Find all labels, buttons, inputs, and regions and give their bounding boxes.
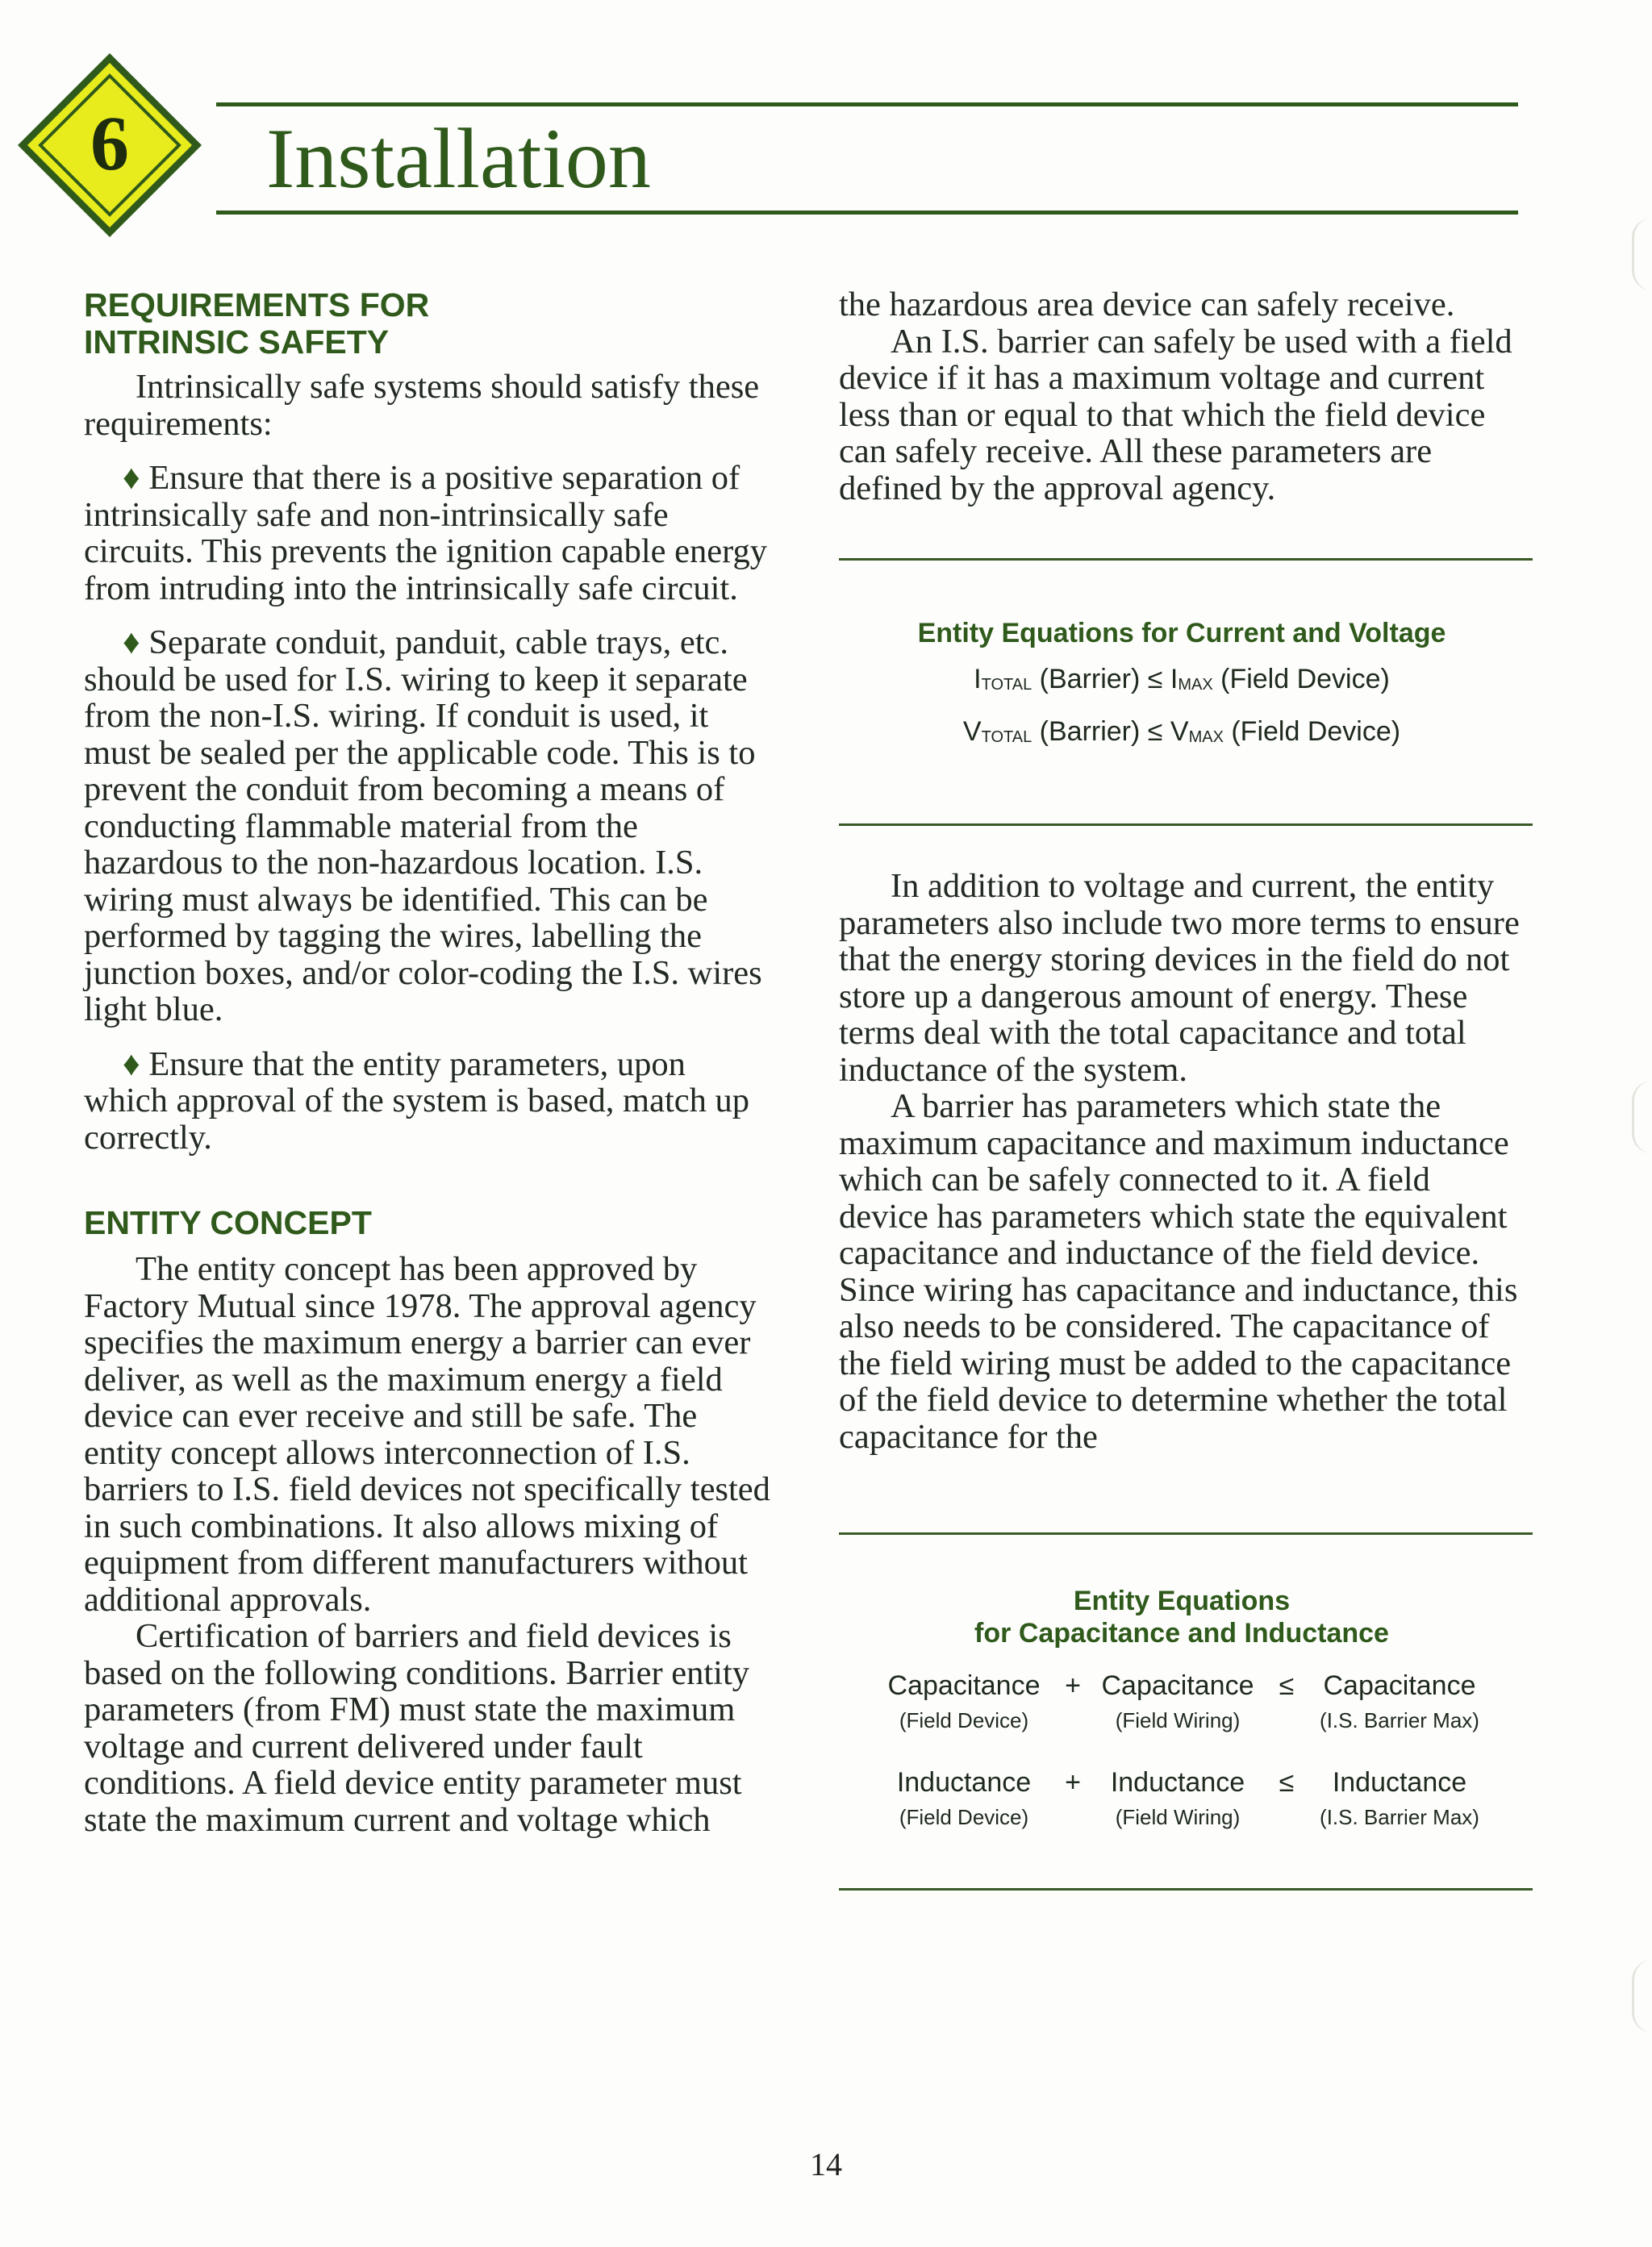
- equation-box-title-line-1: Entity Equations: [1073, 1586, 1291, 1616]
- eq-term: Inductance: [1332, 1767, 1467, 1798]
- chapter-title: Installation: [266, 111, 651, 206]
- diamond-bullet-icon: ♦: [123, 623, 140, 661]
- equation-current: [839, 656, 1525, 708]
- left-column: [84, 286, 778, 1838]
- bullet-item: [84, 460, 778, 607]
- entity-terms-paragraph: In addition to voltage and current, the entity parameters also include two more terms to ensure that the energy storing devices in the field do not store up a dangerous amount of energy. These terms deal with the total capacitance and total inductance of the system.: [839, 867, 1520, 1089]
- eq-mid: (Barrier) ≤: [1032, 664, 1170, 694]
- bullet-text: Separate conduit, panduit, cable trays, etc. should be used for I.S. wiring to keep it separate from the non-I.S. wiring. If conduit is used, it must be sealed per the applicable code. This is to prevent the conduit from becoming a means of conducting flammable material from the hazardous to the non-hazardous location. I.S. wiring must always be identified. This can be performed by tagging the wires, labelling the junction boxes, and/or color-coding the I.S. wires light blue.: [84, 623, 762, 1028]
- eq-sub: MAX: [1178, 676, 1213, 694]
- equation-box-current-voltage: [839, 561, 1525, 823]
- eq-var: I: [974, 664, 982, 694]
- eq-mid: (Barrier) ≤: [1032, 716, 1170, 747]
- eq-var: I: [1170, 664, 1179, 694]
- eq-label: (Field Device): [899, 1708, 1029, 1732]
- eq-operator: +: [1065, 1767, 1081, 1798]
- equation-voltage: [839, 708, 1525, 761]
- eq-label: (Field Device): [899, 1805, 1029, 1829]
- binder-hole-mark: [1632, 1960, 1652, 2032]
- eq-sub: TOTAL: [981, 676, 1032, 694]
- section-heading-entity-concept: ENTITY CONCEPT: [84, 1204, 372, 1241]
- diamond-bullet-icon: ♦: [123, 459, 140, 497]
- right-column: [839, 286, 1525, 1891]
- eq-term: Capacitance: [887, 1670, 1041, 1701]
- eq-end: (Field Device): [1223, 716, 1401, 747]
- eq-label: (Field Wiring): [1115, 1805, 1241, 1829]
- barrier-paragraph: An I.S. barrier can safely be used with a field device if it has a maximum voltage and current less than or equal to that which the field device can safely receive. All these parameters are defined by the approval agency.: [839, 322, 1512, 507]
- eq-var: V: [962, 716, 982, 747]
- eq-operator: ≤: [1279, 1767, 1295, 1798]
- page-number: 14: [810, 2146, 842, 2182]
- section-heading-requirements: [84, 286, 778, 361]
- intro-paragraph: Intrinsically safe systems should satisfy these requirements:: [84, 368, 760, 443]
- box-rule: [839, 1888, 1533, 1891]
- eq-end: (Field Device): [1212, 664, 1390, 694]
- eq-term: Inductance: [896, 1767, 1032, 1798]
- equation-capacitance: [839, 1670, 1525, 1733]
- chapter-badge-icon: [13, 48, 206, 242]
- heading-line-2: INTRINSIC SAFETY: [84, 323, 390, 361]
- eq-var: V: [1170, 716, 1189, 747]
- barrier-parameters-paragraph: A barrier has parameters which state the maximum capacitance and maximum inductance which can be safely connected to it. A field device has parameters which state the equivalent capacitance and inductance of the field device. Since wiring has capacitance and inductance, this also needs to be considered. The capacitance of the field wiring must be added to the capacitance of the field device to determine whether the total capacitance for the: [839, 1087, 1518, 1456]
- equation-box-capacitance-inductance: [839, 1535, 1525, 1888]
- box-rule: [839, 823, 1533, 826]
- bullet-item: [84, 1046, 778, 1157]
- eq-term: Capacitance: [1323, 1670, 1476, 1701]
- equation-inductance: [839, 1767, 1525, 1830]
- equation-box-title-line-2: for Capacitance and Inductance: [974, 1618, 1389, 1649]
- eq-label: (I.S. Barrier Max): [1320, 1805, 1479, 1829]
- eq-sub: MAX: [1188, 728, 1224, 746]
- bullet-item: [84, 624, 778, 1028]
- continued-paragraph: the hazardous area device can safely receive.: [839, 286, 1455, 323]
- binder-hole-mark: [1632, 1081, 1652, 1153]
- eq-term: Capacitance: [1101, 1670, 1254, 1701]
- eq-label: (Field Wiring): [1115, 1708, 1241, 1732]
- eq-operator: +: [1065, 1670, 1081, 1701]
- chapter-number: 6: [90, 100, 129, 186]
- entity-paragraph-2: Certification of barriers and field devices is based on the following conditions. Barrier entity parameters (from FM) must state the maximum voltage and current delivered under fault conditions. A field device entity parameter must state the maximum current and voltage which: [84, 1617, 750, 1839]
- eq-term: Inductance: [1110, 1767, 1245, 1798]
- equation-box-title: Entity Equations for Current and Voltage: [917, 618, 1446, 648]
- diamond-bullet-icon: ♦: [123, 1044, 140, 1083]
- header-rule-bottom: [216, 211, 1518, 215]
- eq-label: (I.S. Barrier Max): [1320, 1708, 1479, 1732]
- entity-paragraph-1: The entity concept has been approved by Factory Mutual since 1978. The approval agency specifies the maximum energy a barrier can ever deliver, as well as the maximum energy a field device can ever receive and still be safe. The entity concept allows interconnection of I.S. barriers to I.S. field devices not specifically tested in such combinations. It also allows mixing of equipment from different manufacturers without additional approvals.: [84, 1250, 770, 1619]
- bullet-text: Ensure that the entity parameters, upon which approval of the system is based, match up correctly.: [84, 1044, 750, 1157]
- binder-hole-mark: [1632, 218, 1652, 290]
- eq-operator: ≤: [1279, 1670, 1295, 1701]
- heading-line-1: REQUIREMENTS FOR: [84, 286, 430, 323]
- bullet-text: Ensure that there is a positive separation of intrinsically safe and non-intrinsically safe circuits. This prevents the ignition capable energy from intruding into the intrinsically safe circuit.: [84, 459, 768, 607]
- eq-sub: TOTAL: [981, 728, 1032, 746]
